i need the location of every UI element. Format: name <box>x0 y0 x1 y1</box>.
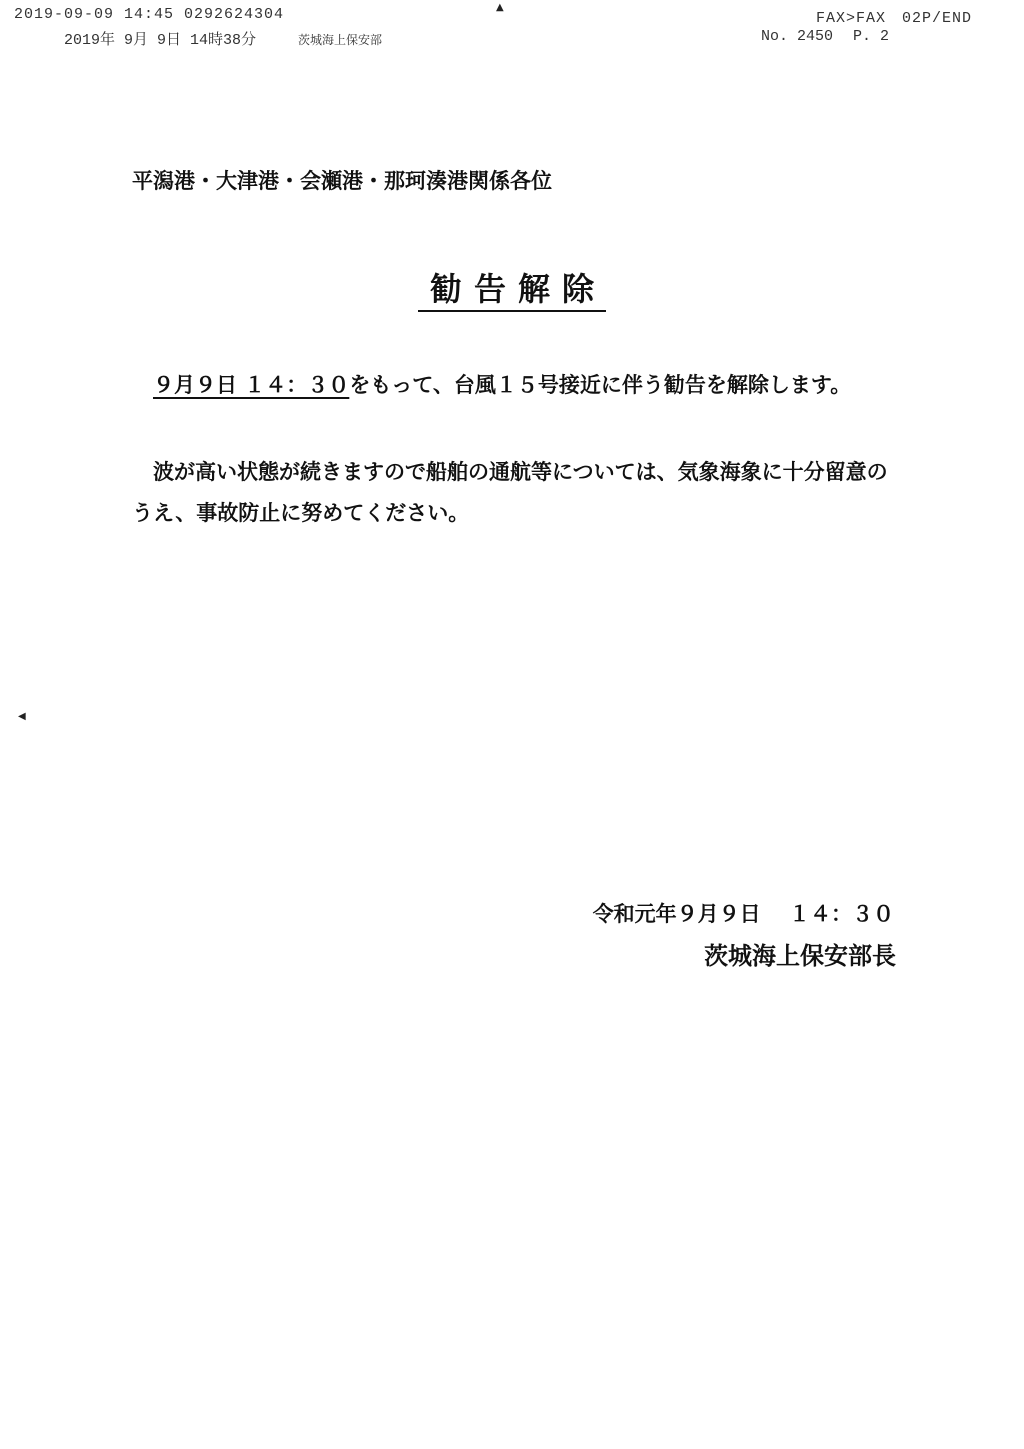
cancellation-time: ９月９日 １４：３０ <box>153 373 350 397</box>
paragraph-caution: 波が高い状態が続きますので船舶の通航等については、気象海象に十分留意のうえ、事故防止に努めてください。 <box>132 460 888 525</box>
fax-page-stamp <box>761 28 889 45</box>
fax-received-stamp <box>64 28 382 49</box>
paragraph-cancellation <box>132 369 902 399</box>
scan-registration-mark-top: ▲ <box>496 2 504 13</box>
document-title <box>0 264 1024 310</box>
signature-name: 茨城海上保安部長 <box>704 942 896 970</box>
signature-date: 令和元年９月９日 １４：３０ <box>592 902 894 926</box>
document-title-text: 勧告解除 <box>418 270 606 312</box>
fax-transmission-stamp: 2019-09-09 14:45 0292624304 <box>14 6 285 23</box>
scan-registration-mark-left: ◀ <box>18 711 26 722</box>
cancellation-text: をもって、台風１５号接近に伴う勧告を解除します。 <box>349 373 852 397</box>
fax-sender-org: 茨城海上保安部 <box>298 34 383 48</box>
addressee: 平潟港・大津港・会瀬港・那珂湊港関係各位 <box>132 169 552 193</box>
fax-number: No. 2450 <box>760 28 833 45</box>
fax-route-stamp: FAX>FAX 02P/END <box>815 10 972 27</box>
fax-page-number: P. 2 <box>852 28 889 45</box>
fax-received-datetime: 2019年 9月 9日 14時38分 <box>64 32 257 49</box>
